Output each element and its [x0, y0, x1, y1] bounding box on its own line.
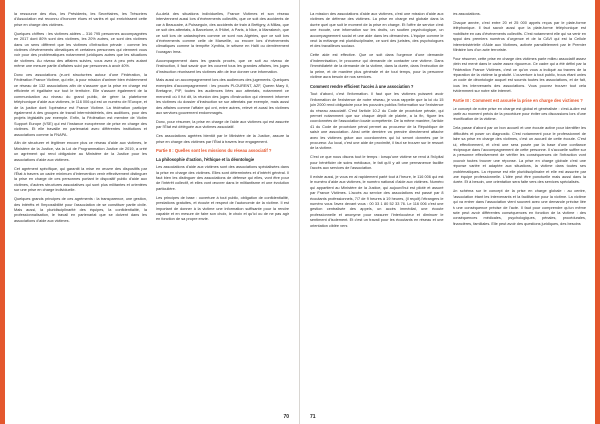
paragraph: Cet agrément spécifique, qui garantit la mise en œuvre des dispositifs par l'État à travers un cadre minimum d'intervention venir effectivement distinguer la prise en charge de ces personnes portant le dispositif public d'aide aux victimes, d'autres structures associatives qui sont plus militantes et orientées sur une prise en charge individuelle.: [14, 166, 147, 193]
paragraph: Pour résumer, cette prise en charge des victimes parle milieu associatif assez plein est mené dans le cadre assez rigoureux. Ce cadre qui a été défini par la Fédération France Victimes, c'est ce qu'on vous a indiqué au travers de la réparation de la victime la gratuité. L'ouverture à tout public, trous étant unies un code de déontologie auquel est soumis toutes les associations, et de fait, tous les intervenants des associations. Vous pouvez trouver tout cela évidemment sur notre site internet.: [452, 56, 586, 94]
page-number: 71: [310, 414, 316, 420]
left-accent-bar: [0, 0, 5, 424]
paragraph: Les principes de base : ouverture à tout public, obligation de confidentialité, prestations gratuites, et écoute et respect de l'autonomie de la victime. Il est important de donner à la victime une information suffisante pour la rendre capable et en mesure de faire son choix, le choix et qu'ici ou de ne pas agir en fonction de sa propre envie.: [156, 195, 289, 222]
left-column-2: [156, 12, 289, 408]
page-number: 70: [283, 414, 289, 420]
paragraph: Donc ces associations (e-ont structurées autour d'une Fédération, la Fédération France Victime, qui elle, à pour mission d'animer bien évidemment ce réseau de 132 associations afin de s'assurer que la prise en charge est efficiente et égalitaire sur tout le territoire. Elle s'assure également de la communication au niveau du grand public, de gérer la plateforme téléphonique d'aide aux victimes, le 116 006 qui est un numéro de l'Europe, et de la justice dont l'opérateur est France Victime. La fédération participe également à des groupes de travail interministériels, des auditions, pour des projets législatifs par exemple. Enfin, la Fédération est membre de Victim Support Europe (VSE) qui est l'instance européenne de prise en charge des victimes. Et elle travaille en partenariat avec différentes institutions et associations comme la FNAPA.: [14, 73, 147, 137]
section-heading: Partie III : Comment est assurée la prise en charge des victimes ?: [452, 98, 583, 104]
left-page-columns: [14, 12, 289, 408]
paragraph: Il existe aussi, je vous en ai rapidement parlé tout à l'heure, le 116 006 qui est le numéro d'aide aux victimes, le numéro national d'aide aux victimes. Numéro qui appartient au Ministère de la Justice, qui aujourd'hui est piloté et assuré par France Victimes. L'accès au service des associations est passé par 8 écoutants professionnels, 7/7 de 9 heures à 19 heures, (il reçoit) l'étrangers le numéro vous l'avez devant vous : 00 33 1 80 52 33 76. Le 116 006 c'est une gestion centralisée des appels, un accès immédiat, une écoute professionnelle et anonyme pour rassurer l'interlocuteur et diminuer le sentiment d'isolement. Et c'est un travail pour les écoutants en réseau et une orientation ciblée vers: [310, 174, 444, 228]
paragraph: Au-delà des situations individuelles, France Victimes et son réseau interviennent aussi lors d'événements collectifs, que ce soit des accidents de car à Beaucaire, à Puisseguin, des accidents de train à Brétigny, à Millas, que ce soit des attentats, à Barcelone, à l'Hôtel, à Paris, à Nice, à Marrakech, que ce soit lors de catastrophes comme ce sont nos Algéries, que ce soit lors d'événements comme celle de Marseille, ou encore lors d'événements climatiques comme la tempête Xynthia, le séisme en Haïti ou dernièrement l'ouragan Irma.: [156, 12, 289, 54]
paragraph: Un schéma sur le concept de la prise en charge globale : au centre, l'association étant les intervenants et la facilitatrice pour la victime. La victime qui va entrer dans l'association vient souvent avec une demande précise liée à une conséquence précise de l'acte. Il faut pour comprendre qu'un même acte peut avoir différentes conséquences en fonction de la victime : des conséquences médicales, psychologiques, pénales, procédurales, financières, familiales. Elle peut avoir des questions juridiques, des besoins: [452, 189, 586, 226]
paragraph: Le concept de notre prise en charge est global et généraliste : c'est-à-dire est partir au moment précis de la procédure pour éviter ces discussions lors d'une réunification de la victime.: [452, 106, 586, 122]
paragraph: Accompagnement dans les grands procès, que ce soit au niveau de l'instruction, il faut savoir que les courent tous les grandes affaires, les juges d'instruction réunissent les victimes afin de leur donner une information.: [156, 58, 289, 74]
subsection-heading: La philosophie d'action, l'éthique et la déontologie: [156, 156, 255, 162]
paragraph: Afin de structurer et légitimer encore plus ce réseau d'aide aux victimes, le Ministère de la Justice, via la Loi de Programmation Justice de 2019, a créé un agrément qui rend obligatoire au Ministère de la Justice pour les associations d'aide aux victimes.: [14, 141, 147, 162]
paragraph: les associations.: [452, 12, 481, 16]
right-page: [300, 0, 600, 424]
right-column-2: [453, 12, 587, 408]
left-column-1: [14, 12, 147, 408]
right-page-columns: [310, 12, 586, 408]
right-column-1: [310, 12, 444, 408]
section-heading: Partie II : Quelles sont les missions du réseau associatif ?: [156, 148, 272, 154]
paragraph: Quelques grands principes de ces agréments : la transparence, une gestion, des intérêts et l'impossibilité pour l'association de se constituer partie civile. Mais aussi, la pluridisciplinarité des équipes, la confidentialité, la professionnalisation, le travail en partenariat que se doivent dans les associations d'aide aux victimes.: [14, 197, 147, 223]
paragraph: Cette aide est effective. Que ce soit dans l'urgence d'une demande d'indemnisation, le procureur qui demande de contacter une victime. Dans l'immédiateté de la demande de la victime, dans la durée, dans l'exécution de la peine, et de manière plus générale et de tout temps, pour la personne victime aura besoin de nos services.: [310, 53, 444, 79]
paragraph: La mission des associations d'aide aux victimes, c'est une mission d'aide aux victimes de défense des victimes. La prise en charge est globale dans la durée quel que soit le moment de la prise en charge. Et l'offre de service c'est une écoute, une information sur les droits, un soutien psychologique, un accompagnement social et une aide dans les démarches. L'équipe comme le veut la mélange est pluridisciplinaire, ce sont des juristes, des psychologues et des travailleurs sociaux.: [310, 12, 444, 49]
paragraph: C'est ce que nous disons tout le temps : lorsqu'une victime se rend à l'hôpital pour bénéficier de soins médicaux, le fait qu'il y ait une permanence facilite l'accès aux services de l'association.: [310, 155, 444, 171]
subsection-heading: Comment rendre efficient l'accès à une association ?: [310, 83, 414, 89]
paragraph: Cela passe d'abord par un bon accueil et une écoute active pour identifier les difficultés et poser un diagnostic. C'est notamment pour le professionnel de faire sa prise en charge des victimes, c'est un accueil de cette écoute. C'est lui, effectivement, et c'est une sera posée par la base d'une confiance réciproque dans l'accompagnement de cette personne. Il s'accuelle suffire sur la personne effectivement de vérifier les conséquences de l'infraction vont pouvoir toutes trouver une réponse. La prise en charge globale c'est une réponse variée et adaptée aux situations, la victime dans toutes ses problématiques. La réponse est elle pluridisciplinaire et elle est assurée par une équipe professionnelle. L'idée peut être ponctuelle mais aussi dans la durée. Et à besoin, une orientation sera faite vers des services spécialisés.: [452, 126, 586, 185]
paragraph: Donc, pour résumer, la prise en charge de l'aide aux victimes qui est assurée par l'État est déléguée aux victimes associatif.: [156, 119, 289, 130]
paragraph: Mais aussi un accompagnement lors des audiences des jugements. Quelques exemples d'accompagnement : les procès PLOURENT, AZF, Queen Mary II, Bretagne, PIP, toutes les audiences liées aux attentats, notamment ce mercredi où il fut dit, la réunion des juges d'instruction qui viennent informer les victimes du dossier d'instruction se sur attentats par exemple, mais aussi des affaires comme l'affaire qui ont, entre autres, relevé et aussi les victimes aux services gouvernent endommagés.: [156, 78, 289, 115]
right-accent-bar: [595, 0, 600, 424]
paragraph: Chaque année, c'est entre 20 et 25 000 appels reçus par le plate-forme téléphonique. Il faut savoir aussi que la plate-forme téléphonique est mobilisée en cas d'événements collectifs. C'est notamment elle qui va venir en appui des premiers numéros d'urgence et de la CAVI qui est la Cellule Interministérielle d'Aide aux Victimes, activée parrallèlement par le Premier Ministre lors d'un acte terroriste.: [452, 20, 586, 52]
paragraph: Quelques chiffres : les victimes aidées – 316 795 personnes accompagnées en 2017 dont 80% sont des victimes, les 20% autres, ce sont des victimes dans un sens différent que les victimes d'infraction pénale : comme les victimes d'événements climatiques et certaines personnes qui viennent vous voir pour des problématiques notamment juridiques autres que les situations de victimes. Au niveau des affaires suivies, vous avez à peu près autant même une mesure partie d'affaires suivi par personnes à avoir 40%.: [14, 31, 147, 69]
paragraph: Tout d'abord, c'est l'information. Il faut que les victimes puissent avoir l'information de l'existence de notre réseau, je vous rappelle que la loi du 15 juin 2000 rend obligatoire pour les pouvoirs publics l'information sur l'existence du réseau associatif. C'est l'article 10-2 du Code de procédure pénale, qui permet notamment que sur chaque dépôt de plainte, a la fin, figure les coordonnées de l'association locale compétente. De la même manière, l'article 41 du Code de procédure pénal permet au procureur de la République de saisir une association. Ainsi cette dernière va prendre directement attache avec les victimes grâce aux coordonnées qui lui seront données par le procureur. Au local, c'est une aide de proximité, il faut se trouver sur le ressort de la victime.: [310, 92, 444, 151]
paragraph: la ressource des élus, les Présidents, les Secrétaires, les Trésoriers d'Association est reconnu d'honorer élues et variés et qui enrichissent cette prise en charge des victimes.: [14, 12, 147, 27]
paragraph: Les associations d'aide aux victimes sont des associations spécialisées dans la prise en charge des victimes. Elles sont déterminées et d'intérêt général. Il faut bien les distinguer des associations de défense qui elles, vont être pour de l'intérêt collectif, et elles vont œuvrer dans le militantisme et une évolution particulière.: [156, 165, 289, 191]
paragraph: Ces associations agréées bientôt par le Ministère de la Justice, assure la prise en charge des victimes par l'État à travers leur engagement.: [156, 134, 289, 144]
